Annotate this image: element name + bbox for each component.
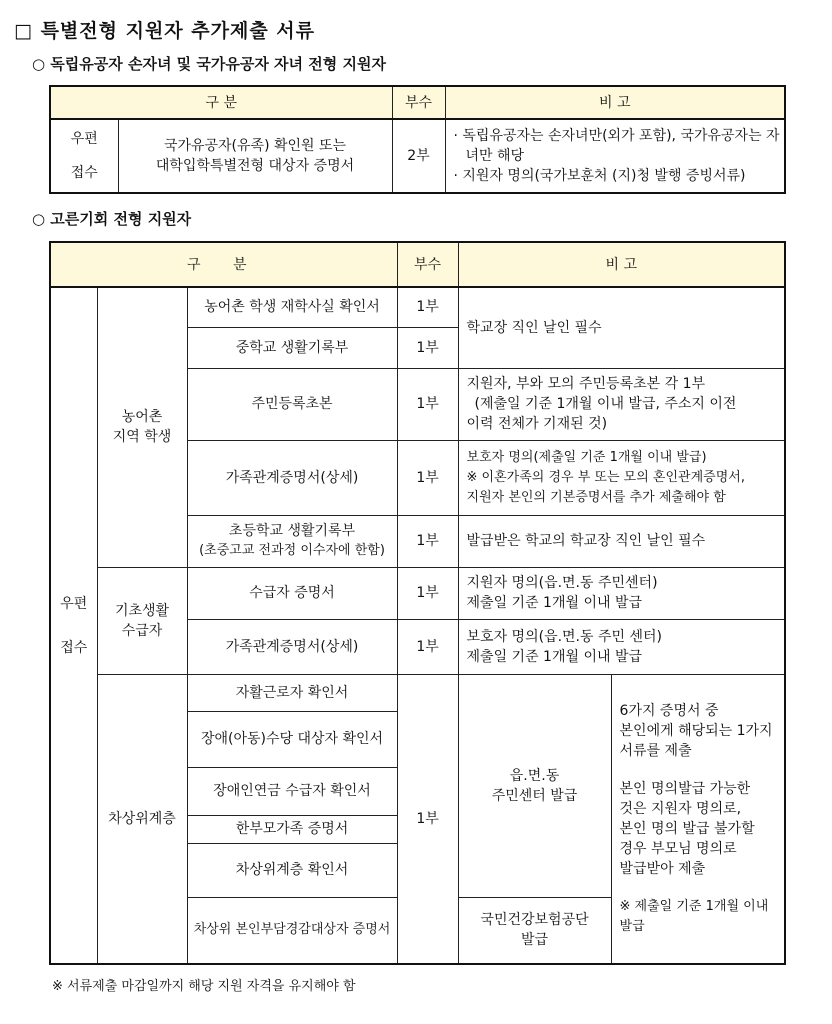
section-heading-merit: ○ 독립유공자 손자녀 및 국가유공자 자녀 전형 지원자 (32, 55, 386, 73)
document-name: 장애인연금 수급자 확인서 (187, 767, 397, 815)
header-copies: 부수 (392, 86, 445, 119)
copies-value: 1부 (397, 440, 458, 515)
header-copies: 부수 (397, 242, 458, 287)
header-note: 비 고 (445, 86, 785, 119)
footnote: ※ 서류제출 마감일까지 해당 지원 자격을 유지해야 함 (52, 979, 356, 994)
copies-value: 1부 (397, 674, 458, 964)
document-name: 가족관계증명서(상세) (187, 440, 397, 515)
copies-value: 1부 (397, 368, 458, 440)
issuer-health-insurance: 국민건강보험공단 발급 (458, 897, 611, 964)
equal-opportunity-table (49, 241, 786, 965)
group-near-poverty: 차상위계층 (97, 674, 187, 964)
document-name: 주민등록초본 (187, 368, 397, 440)
section-heading-equal-opportunity: ○ 고른기회 전형 지원자 (32, 210, 192, 228)
note-cell: 보호자 명의(제출일 기준 1개월 이내 발급) ※ 이혼가족의 경우 부 또는 모의 혼인관계증명서, 지원자 본인의 기본증명서를 추가 제출해야 함 (458, 440, 785, 515)
submission-method: 우편 접수 (50, 119, 118, 193)
document-name: 농어촌 학생 재학사실 확인서 (187, 287, 397, 327)
note-cell: · 독립유공자는 손자녀만(외가 포함), 국가유공자는 자녀만 해당 · 지원자 명의(국가보훈처 (지)청 발행 증빙서류) (445, 119, 785, 193)
document-name: 자활근로자 확인서 (187, 674, 397, 711)
note-cell: 지원자 명의(읍.면.동 주민센터) 제출일 기준 1개월 이내 발급 (458, 567, 785, 619)
copies-value: 1부 (397, 327, 458, 368)
note-cell: 보호자 명의(읍.면.동 주민 센터) 제출일 기준 1개월 이내 발급 (458, 619, 785, 674)
copies-value: 1부 (397, 515, 458, 567)
document-name: 초등학교 생활기록부 (초중고교 전과정 이수자에 한함) (187, 515, 397, 567)
document-name: 차상위계층 확인서 (187, 843, 397, 897)
group-rural: 농어촌 지역 학생 (97, 287, 187, 567)
issuer-community-center: 읍.면.동 주민센터 발급 (458, 674, 611, 897)
copies-value: 1부 (397, 619, 458, 674)
copies-value: 2부 (392, 119, 445, 193)
document-name: 가족관계증명서(상세) (187, 619, 397, 674)
group-basic-livelihood: 기초생활 수급자 (97, 567, 187, 674)
document-name: 차상위 본인부담경감대상자 증명서 (187, 897, 397, 964)
document-name: 국가유공자(유족) 확인원 또는 대학입학특별전형 대상자 증명서 (118, 119, 392, 193)
document-name: 장애(아동)수당 대상자 확인서 (187, 711, 397, 767)
merit-table (49, 85, 786, 194)
note-cell: 지원자, 부와 모의 주민등록초본 각 1부 (제출일 기준 1개월 이내 발급, 주소지 이전 이력 전체가 기재된 것) (458, 368, 785, 440)
document-name: 한부모가족 증명서 (187, 815, 397, 843)
header-category: 구 분 (50, 86, 392, 119)
document-name: 중학교 생활기록부 (187, 327, 397, 368)
note-cell: 학교장 직인 날인 필수 (458, 287, 785, 368)
copies-value: 1부 (397, 567, 458, 619)
note-cell: 발급받은 학교의 학교장 직인 날인 필수 (458, 515, 785, 567)
note-cell: 6가지 증명서 중 본인에게 해당되는 1가지 서류를 제출 본인 명의발급 가능한 것은 지원자 명의로, 본인 명의 발급 불가할 경우 부모님 명의로 발급받아 제출 ※ 제출일 기준 1개월 이내 발급 (611, 674, 785, 964)
header-category: 구 분 (50, 242, 397, 287)
page-title: □ 특별전형 지원자 추가제출 서류 (14, 20, 316, 42)
submission-method: 우편 접수 (50, 287, 97, 964)
document-name: 수급자 증명서 (187, 567, 397, 619)
copies-value: 1부 (397, 287, 458, 327)
header-note: 비 고 (458, 242, 785, 287)
